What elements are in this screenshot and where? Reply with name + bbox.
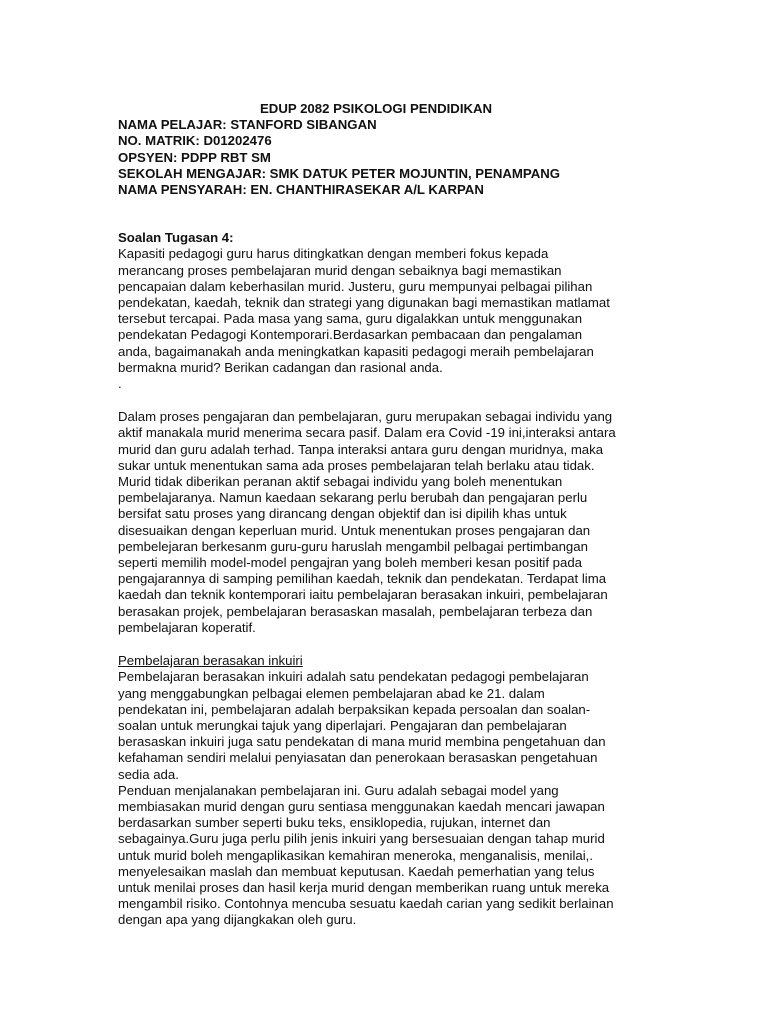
paragraph-line: kefahaman sendiri melalui penyiasatan dan penerokaan berasaskan pengetahuan bbox=[118, 750, 598, 766]
paragraph-line: Murid tidak diberikan peranan aktif sebagai individu yang boleh menentukan bbox=[118, 474, 563, 490]
paragraph-line: kaedah dan teknik kontemporari iaitu pembelajaran berasakan inkuiri, pembelajaran bbox=[118, 587, 608, 603]
paragraph-line: Pembelajaran berasakan inkuiri adalah satu pendekatan pedagogi pembelajaran bbox=[118, 669, 589, 685]
paragraph-line: sukar untuk menentukan sama ada proses pembelajaran telah berlaku atau tidak. bbox=[118, 457, 595, 473]
paragraph-line: menyelesaikan maslah dan membuat keputusan. Kaedah pemerhatian yang telus bbox=[118, 863, 595, 879]
question-line: anda, bagaimanakah anda meningkatkan kapasiti pedagogi meraih pembelajaran bbox=[118, 343, 594, 359]
question-block bbox=[118, 230, 638, 392]
question-line: pencapaian dalam keberhasilan murid. Justeru, guru mempunyai pelbagai pilihan bbox=[118, 278, 593, 294]
paragraph-line: pendekatan ini, pembelajaran adalah berpaksikan kepada persoalan dan soalan- bbox=[118, 701, 591, 717]
paragraph-line: untuk murid boleh mengaplikasikan kemahiran meneroka, menganalisis, menilai,. bbox=[118, 847, 593, 863]
paragraph-line: sedia ada. bbox=[118, 766, 179, 782]
school-line: SEKOLAH MENGAJAR: SMK DATUK PETER MOJUNTIN, PENAMPANG bbox=[118, 165, 561, 181]
question-line: Kapasiti pedagogi guru harus ditingkatkan dengan memberi fokus kepada bbox=[118, 246, 549, 262]
intro-paragraph bbox=[118, 409, 638, 636]
paragraph-line: membiasakan murid dengan guru sentiasa menggunakan kaedah mencari jawapan bbox=[118, 798, 605, 814]
paragraph-line: pengajarannya di samping pemilihan kaedah, teknik dan pendekatan. Terdapat lima bbox=[118, 571, 607, 587]
matric-number-line: NO. MATRIK: D01202476 bbox=[118, 133, 272, 149]
paragraph-line: soalan untuk merungkai tajuk yang diperlajari. Pengajaran dan pembelajaran bbox=[118, 717, 567, 733]
paragraph-line: murid dan guru adalah terhad. Tanpa interaksi antara guru dengan muridnya, maka bbox=[118, 441, 604, 457]
question-heading: Soalan Tugasan 4: bbox=[118, 230, 234, 246]
question-line: merancang proses pembelajaran murid dengan sebaiknya bagi memastikan bbox=[118, 262, 562, 278]
paragraph-line: Dalam proses pengajaran dan pembelajaran, guru merupakan sebagai individu yang bbox=[118, 409, 613, 425]
question-line: bermakna murid? Berikan cadangan dan rasional anda. bbox=[118, 359, 443, 375]
paragraph-line: Penduan menjalanakan pembelajaran ini. Guru adalah sebagai model yang bbox=[118, 782, 559, 798]
question-dot: . bbox=[118, 376, 122, 392]
question-line: pendekatan, kaedah, teknik dan strategi yang digunakan bagi memastikan matlamat bbox=[118, 295, 610, 311]
paragraph-line: berasaskan inkuiri juga satu pendekatan di mana murid membina pengetahuan dan bbox=[118, 734, 606, 750]
paragraph-line: yang menggabungkan pelbagai elemen pembelajaran abad ke 21. dalam bbox=[118, 685, 545, 701]
paragraph-line: bersifat satu proses yang dirancang dengan objektif dan isi dipilih khas untuk bbox=[118, 506, 567, 522]
question-line: pendekatan Pedagogi Kontemporari.Berdasarkan pembacaan dan pengalaman bbox=[118, 327, 583, 343]
paragraph-line: disesuaikan dengan keperluan murid. Untuk menentukan proses pengajaran dan bbox=[118, 522, 591, 538]
paragraph-line: aktif manakala murid menerima secara pasif. Dalam era Covid -19 ini,interaksi antara bbox=[118, 425, 616, 441]
option-line: OPSYEN: PDPP RBT SM bbox=[118, 149, 271, 165]
paragraph-line: sebagainya.Guru juga perlu pilih jenis inkuiri yang bersesuaian dengan tahap murid bbox=[118, 831, 605, 847]
paragraph-line: berasakan projek, pembelajaran berasaskan masalah, pembelajaran terbeza dan bbox=[118, 603, 593, 619]
paragraph-line: pembelajaran koperatif. bbox=[118, 619, 256, 635]
paragraph-line: seperti memilih model-model pengajran yang boleh memberi kesan positif pada bbox=[118, 555, 583, 571]
student-name-line: NAMA PELAJAR: STANFORD SIBANGAN bbox=[118, 117, 377, 133]
paragraph-line: untuk menilai proses dan hasil kerja murid dengan memberikan ruang untuk mereka bbox=[118, 879, 610, 895]
lecturer-line: NAMA PENSYARAH: EN. CHANTHIRASEKAR A/L KARPAN bbox=[118, 182, 484, 198]
paragraph-line: dengan apa yang dijangkakan oleh guru. bbox=[118, 912, 357, 928]
header-block bbox=[118, 101, 638, 198]
question-line: tersebut tercapai. Pada masa yang sama, guru digalakkan untuk menggunakan bbox=[118, 311, 583, 327]
document-body bbox=[118, 101, 638, 929]
paragraph-line: pembelajaranya. Namun kaedaan sekarang perlu berubah dan pengajaran perlu bbox=[118, 490, 588, 506]
paragraph-line: mengambil risiko. Contohnya mencuba sesuatu kaedah carian yang sedikit berlainan bbox=[118, 896, 614, 912]
course-title: EDUP 2082 PSIKOLOGI PENDIDIKAN bbox=[260, 101, 493, 116]
paragraph-line: pembelejaran berkesanm guru-guru haruslah mengambil pelbagai pertimbangan bbox=[118, 538, 588, 554]
inquiry-section bbox=[118, 653, 638, 928]
paragraph-line: berdasarkan sumber seperti buku teks, ensiklopedia, rujukan, internet dan bbox=[118, 815, 551, 831]
section-heading: Pembelajaran berasakan inkuiri bbox=[118, 653, 303, 669]
